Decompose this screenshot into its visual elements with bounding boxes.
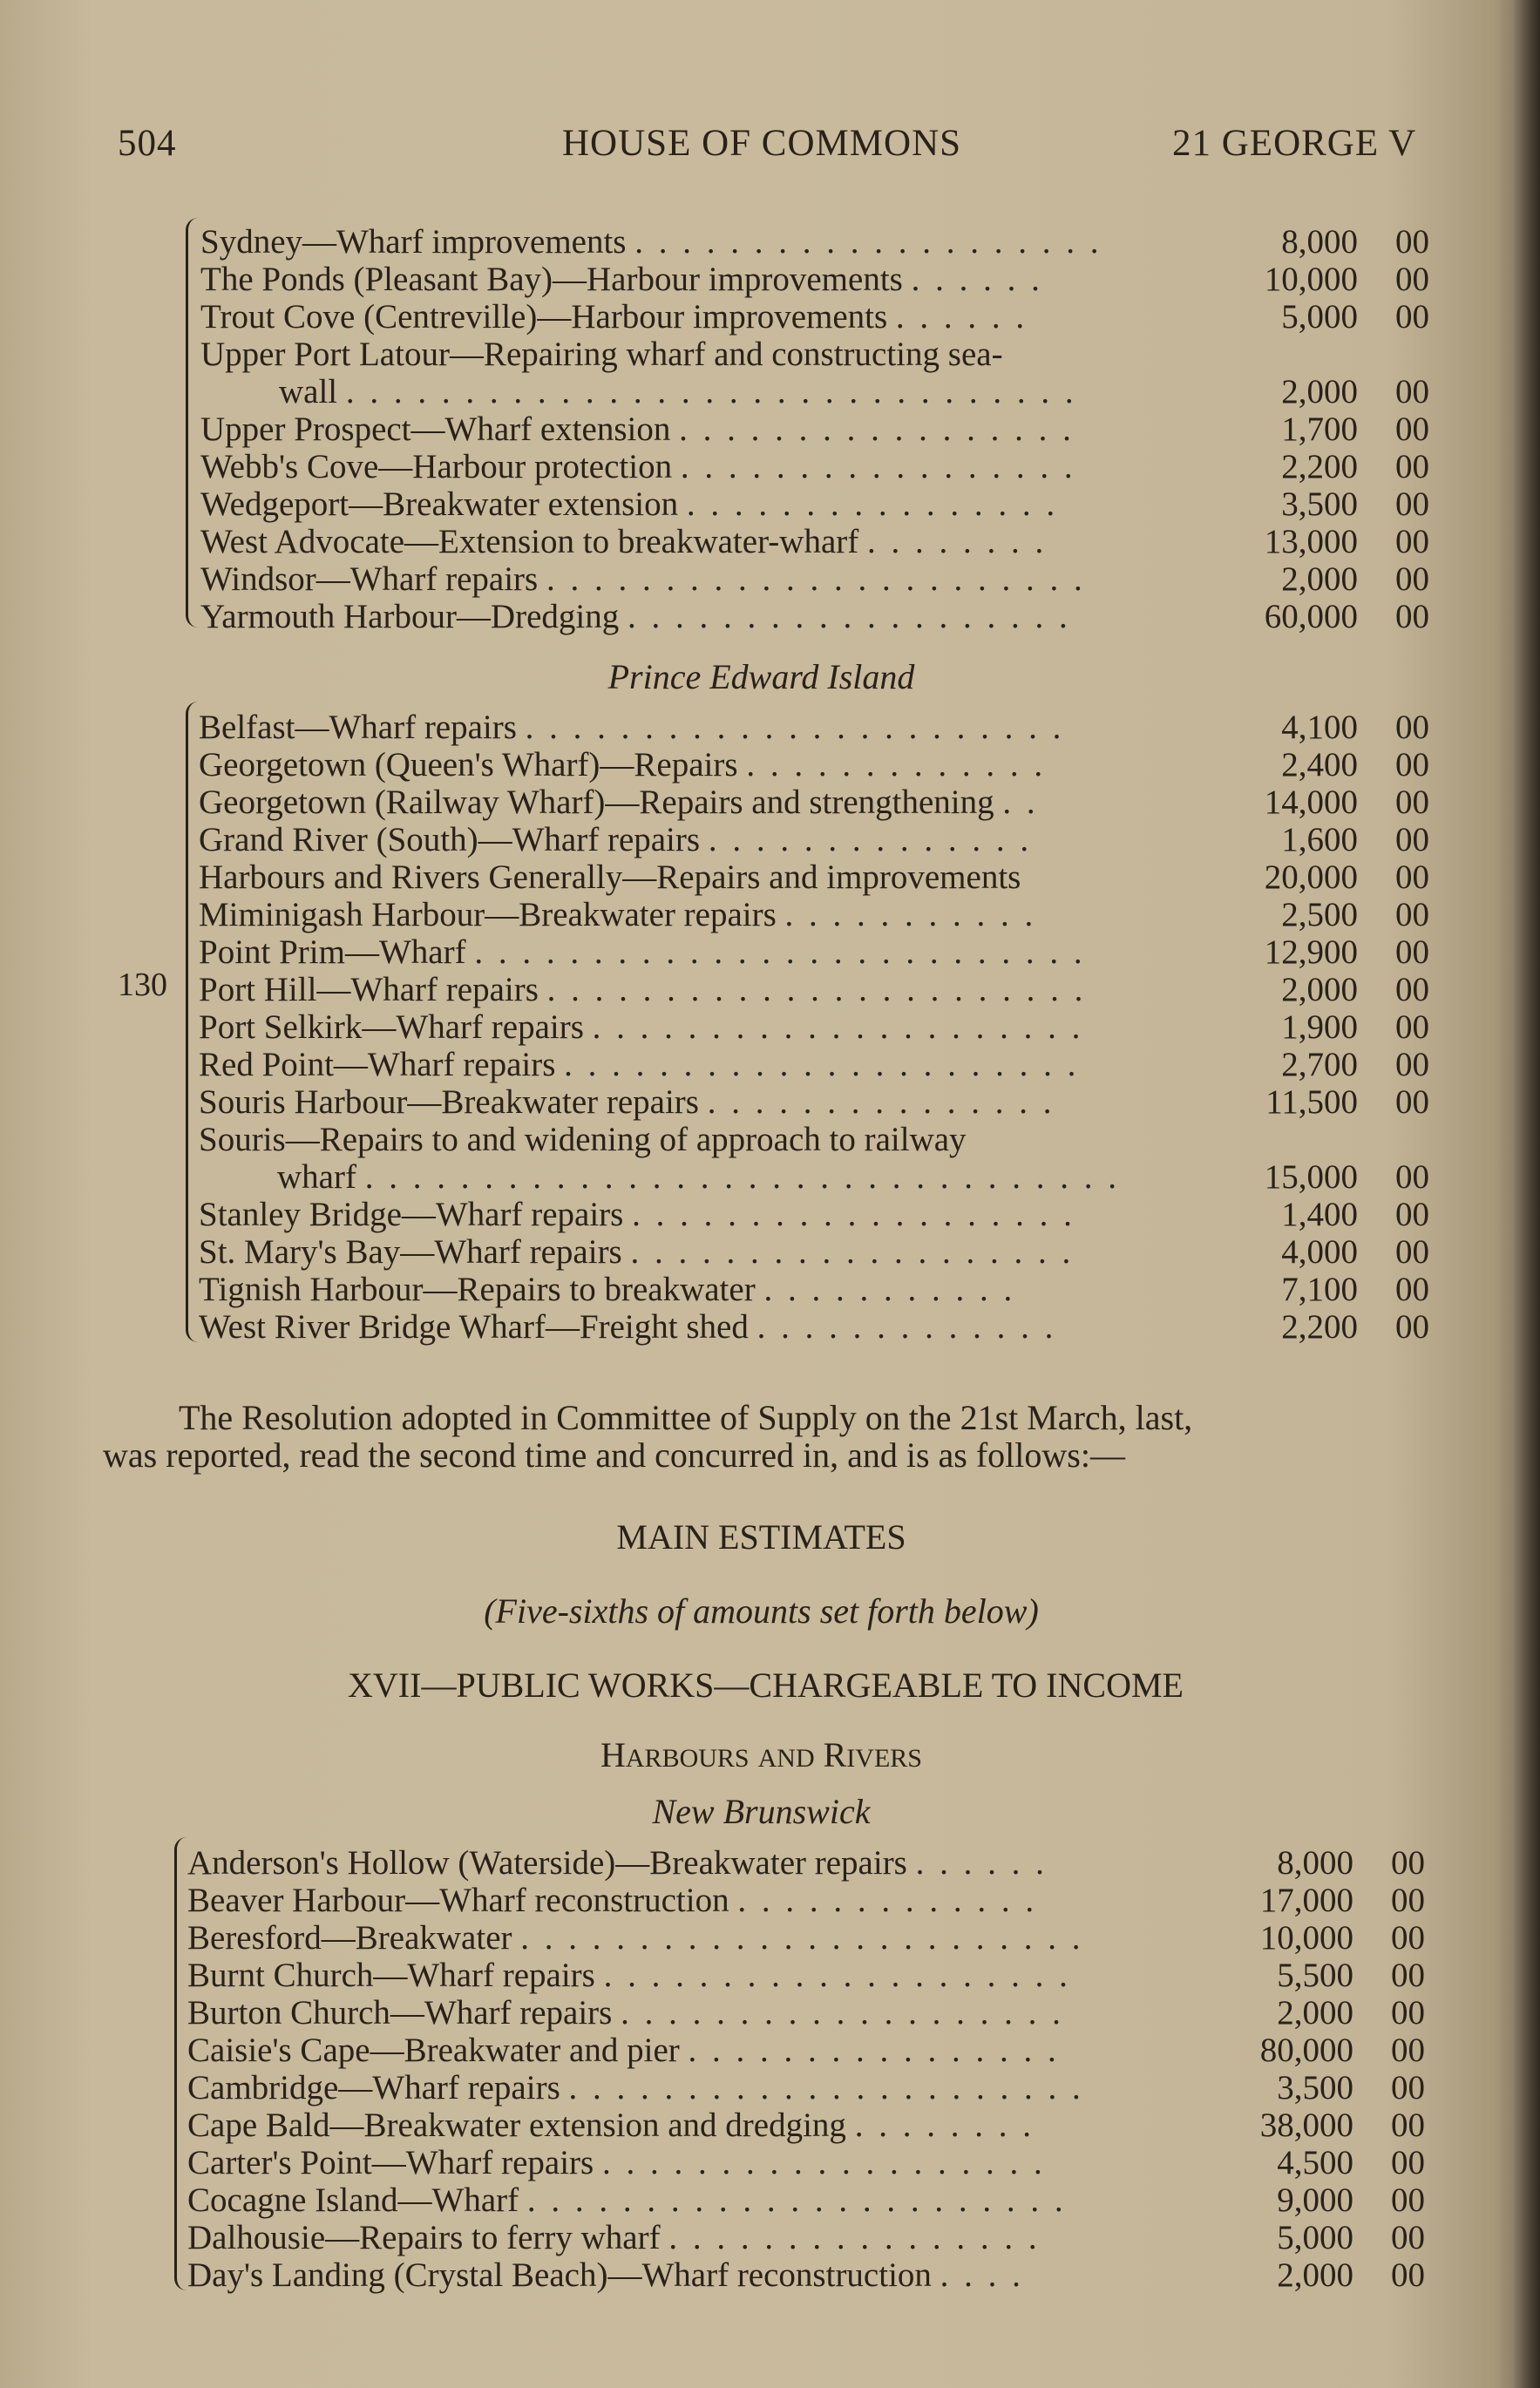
estimate-row <box>199 1120 1429 1157</box>
estimate-label: Georgetown (Queen's Wharf)—Repairs . . . . . . . . . . . . . <box>199 746 1047 784</box>
estimate-amount: 15,000 <box>1264 1158 1358 1196</box>
leader-dots: . . <box>1002 784 1039 821</box>
estimate-cents: 00 <box>1395 298 1429 336</box>
estimate-cents: 00 <box>1391 2144 1425 2181</box>
estimate-amount: 17,000 <box>1259 1882 1353 1919</box>
estimate-row <box>187 2106 1425 2143</box>
estimate-label: wall . . . . . . . . . . . . . . . . . . . . . . . . . . . . . . . <box>279 373 1077 410</box>
page-header-session: 21 GEORGE V <box>1172 123 1417 164</box>
leader-dots: . . . . . . . . . . . . . . . . . . . . . . . <box>546 971 1087 1008</box>
estimate-amount: 5,500 <box>1277 1957 1353 1994</box>
estimate-label: Souris—Repairs to and widening of approach to railway <box>199 1121 967 1158</box>
estimate-amount: 8,000 <box>1281 223 1358 261</box>
estimate-label: Wedgeport—Breakwater extension . . . . . . . . . . . . . . . . <box>200 485 1059 523</box>
estimate-label: Anderson's Hollow (Waterside)—Breakwater repairs . . . . . . <box>187 1844 1048 1882</box>
estimate-label: Cape Bald—Breakwater extension and dredging . . . . . . . . <box>187 2106 1035 2144</box>
estimate-cents: 00 <box>1395 485 1429 523</box>
page-header-title: HOUSE OF COMMONS <box>562 123 962 164</box>
estimate-amount: 4,100 <box>1281 709 1358 746</box>
estimate-row <box>199 1195 1429 1232</box>
leader-dots: . . . . . . . . . . . . . <box>756 1308 1057 1346</box>
estimate-label: West Advocate—Extension to breakwater-wharf . . . . . . . . <box>200 523 1048 560</box>
leader-dots: . . . . . . . . . . . <box>763 1271 1016 1308</box>
leader-dots: . . . . . . . . . . . . . . . . <box>688 2032 1060 2069</box>
page-number: 504 <box>118 123 177 164</box>
estimate-label: Port Selkirk—Wharf repairs . . . . . . . . . . . . . . . . . . . . . <box>199 1008 1084 1046</box>
estimate-label: Belfast—Wharf repairs . . . . . . . . . . . . . . . . . . . . . . . <box>199 709 1065 746</box>
estimate-row <box>187 2143 1425 2181</box>
estimate-label: Point Prim—Wharf . . . . . . . . . . . . . . . . . . . . . . . . . . <box>199 933 1086 971</box>
estimate-cents: 00 <box>1395 560 1429 598</box>
estimate-cents: 00 <box>1391 1882 1425 1919</box>
estimate-amount: 10,000 <box>1259 1919 1353 1957</box>
estimate-row <box>187 2068 1425 2106</box>
estimate-row <box>200 335 1429 372</box>
leader-dots: . . . . . . <box>895 298 1028 336</box>
estimate-cents: 00 <box>1395 523 1429 560</box>
estimate-cents: 00 <box>1395 261 1429 298</box>
estimate-amount: 2,200 <box>1281 448 1358 485</box>
estimate-row <box>199 1307 1429 1345</box>
leader-dots: . . . . . . . . . . . . . . . . . <box>680 448 1076 485</box>
estimate-cents: 00 <box>1395 1083 1429 1121</box>
estimate-label: Trout Cove (Centreville)—Harbour improvements . . . . . . <box>200 298 1028 336</box>
estimate-label: Port Hill—Wharf repairs . . . . . . . . . . . . . . . . . . . . . . . <box>199 971 1087 1008</box>
estimate-cents: 00 <box>1391 2219 1425 2256</box>
estimate-row <box>200 410 1429 447</box>
estimate-cents: 00 <box>1395 784 1429 821</box>
estimate-amount: 13,000 <box>1264 523 1358 560</box>
estimate-cents: 00 <box>1395 1233 1429 1271</box>
estimate-cents: 00 <box>1395 896 1429 933</box>
estimate-row <box>199 708 1429 745</box>
estimate-cents: 00 <box>1395 1271 1429 1308</box>
estimate-cents: 00 <box>1395 858 1429 896</box>
estimate-amount: 14,000 <box>1264 784 1358 821</box>
estimate-row <box>199 745 1429 783</box>
estimate-label: Souris Harbour—Breakwater repairs . . . . . . . . . . . . . . . <box>199 1083 1055 1121</box>
estimate-amount: 8,000 <box>1277 1844 1353 1882</box>
estimate-row <box>187 2218 1425 2256</box>
leader-dots: . . . . . . . . . . . . . . . . . . . . . . . . <box>520 1919 1084 1957</box>
estimate-row <box>200 597 1429 634</box>
estimate-amount: 2,000 <box>1281 373 1358 410</box>
estimate-label: Windsor—Wharf repairs . . . . . . . . . . . . . . . . . . . . . . . <box>200 560 1086 598</box>
list-bracket <box>186 218 199 628</box>
estimate-cents: 00 <box>1395 448 1429 485</box>
estimate-row <box>199 1157 1429 1195</box>
estimate-cents: 00 <box>1395 598 1429 635</box>
estimate-amount: 1,600 <box>1281 821 1358 858</box>
estimate-cents: 00 <box>1395 933 1429 971</box>
estimate-row <box>199 1045 1429 1082</box>
estimate-label: The Ponds (Pleasant Bay)—Harbour improvements . . . . . . <box>200 261 1043 298</box>
estimate-row <box>187 1843 1425 1881</box>
leader-dots: . . . . . . . . . . . . . . . . . . . . . . . . . . . . . . . <box>345 373 1077 410</box>
estimate-cents: 00 <box>1391 2032 1425 2069</box>
leader-dots: . . . . . . . . . . . . . . . . . . . . . <box>592 1008 1084 1046</box>
estimate-amount: 2,000 <box>1277 2256 1353 2294</box>
estimate-cents: 00 <box>1395 1308 1429 1346</box>
estimate-amount: 1,400 <box>1281 1196 1358 1233</box>
estimate-row <box>199 970 1429 1007</box>
margin-number: 130 <box>118 967 167 1003</box>
leader-dots: . . . . . . . . . . . . . . . . . . . <box>627 598 1071 635</box>
estimate-label: Caisie's Cape—Breakwater and pier . . . . . . . . . . . . . . . . <box>187 2032 1060 2069</box>
leader-dots: . . . . . . . . . . . . . . . . . . . . . . <box>568 2069 1084 2106</box>
estimate-row <box>200 372 1429 410</box>
estimate-amount: 2,000 <box>1277 1994 1353 2032</box>
estimate-cents: 00 <box>1391 1994 1425 2032</box>
estimate-row <box>200 485 1429 522</box>
estimate-label: Webb's Cove—Harbour protection . . . . . . . . . . . . . . . . . <box>200 448 1076 485</box>
estimate-row <box>200 297 1429 335</box>
book-spine-edge <box>1514 0 1540 2388</box>
estimate-cents: 00 <box>1395 1046 1429 1083</box>
estimate-label: Day's Landing (Crystal Beach)—Wharf reconstruction . . . . <box>187 2256 1024 2294</box>
estimate-amount: 4,000 <box>1281 1233 1358 1271</box>
estimate-label: Dalhousie—Repairs to ferry wharf . . . . . . . . . . . . . . . . <box>187 2219 1041 2256</box>
list-bracket <box>174 1837 187 2290</box>
estimate-amount: 9,000 <box>1277 2181 1353 2219</box>
estimate-amount: 10,000 <box>1264 261 1358 298</box>
estimate-cents: 00 <box>1395 223 1429 261</box>
estimate-cents: 00 <box>1395 410 1429 448</box>
estimate-cents: 00 <box>1395 1008 1429 1046</box>
estimate-row <box>199 858 1429 895</box>
estimate-label: Upper Prospect—Wharf extension . . . . . . . . . . . . . . . . . <box>200 410 1075 448</box>
estimate-amount: 80,000 <box>1259 2032 1353 2069</box>
leader-dots: . . . . . . . . . . . . . . . . . . . <box>601 2144 1046 2181</box>
estimate-amount: 5,000 <box>1277 2219 1353 2256</box>
estimate-row <box>187 1956 1425 1993</box>
estimate-label: Grand River (South)—Wharf repairs . . . . . . . . . . . . . . <box>199 821 1033 858</box>
estimate-cents: 00 <box>1395 821 1429 858</box>
estimate-row <box>199 933 1429 970</box>
estimate-label: Yarmouth Harbour—Dredging . . . . . . . . . . . . . . . . . . . <box>200 598 1071 635</box>
leader-dots: . . . . . . . . . . . . . . . . . . . . . . . <box>546 560 1086 598</box>
estimate-label: Burton Church—Wharf repairs . . . . . . . . . . . . . . . . . . . <box>187 1994 1064 2032</box>
estimate-label: Beaver Harbour—Wharf reconstruction . . . . . . . . . . . . . <box>187 1882 1038 1919</box>
estimate-cents: 00 <box>1395 746 1429 784</box>
estimate-label: Beresford—Breakwater . . . . . . . . . . . . . . . . . . . . . . . . <box>187 1919 1084 1957</box>
estimate-label: Harbours and Rivers Generally—Repairs and improvements <box>199 858 1021 896</box>
estimate-amount: 5,000 <box>1281 298 1358 336</box>
leader-dots: . . . . . . <box>911 261 1043 298</box>
leader-dots: . . . . . . . . . . . . . <box>737 1882 1038 1919</box>
estimate-cents: 00 <box>1395 971 1429 1008</box>
main-estimates-title: MAIN ESTIMATES <box>616 1517 906 1557</box>
estimate-row <box>199 1232 1429 1270</box>
estimate-label: Burnt Church—Wharf repairs . . . . . . . . . . . . . . . . . . . . <box>187 1957 1071 1994</box>
resolution-text-line-1: The Resolution adopted in Committee of Supply on the 21st March, last, <box>179 1398 1193 1437</box>
estimate-row <box>199 1007 1429 1045</box>
estimate-row <box>199 783 1429 820</box>
estimate-cents: 00 <box>1391 1957 1425 1994</box>
estimate-amount: 3,500 <box>1281 485 1358 523</box>
estimate-label: Miminigash Harbour—Breakwater repairs . . . . . . . . . . . <box>199 896 1037 933</box>
estimate-row <box>200 447 1429 485</box>
estimate-row <box>199 820 1429 858</box>
estimate-amount: 1,900 <box>1281 1008 1358 1046</box>
estimate-amount: 11,500 <box>1265 1083 1358 1121</box>
estimate-row <box>200 560 1429 597</box>
estimate-label: Georgetown (Railway Wharf)—Repairs and strengthening . . <box>199 784 1039 821</box>
province-heading-new-brunswick: New Brunswick <box>652 1792 871 1831</box>
leader-dots: . . . . . . . . . . . . . . <box>708 821 1033 858</box>
estimate-amount: 2,500 <box>1281 896 1358 933</box>
estimate-amount: 38,000 <box>1259 2106 1353 2144</box>
estimate-row <box>187 2181 1425 2218</box>
estimate-label: Carter's Point—Wharf repairs . . . . . . . . . . . . . . . . . . . <box>187 2144 1046 2181</box>
estimate-cents: 00 <box>1391 1844 1425 1882</box>
leader-dots: . . . . . . . . . . . . . . . . . . . . <box>603 1957 1071 1994</box>
estimate-amount: 2,000 <box>1281 971 1358 1008</box>
estimate-label: Sydney—Wharf improvements . . . . . . . . . . . . . . . . . . . . <box>200 223 1102 261</box>
main-estimates-subtitle: (Five-sixths of amounts set forth below) <box>484 1591 1039 1631</box>
estimate-cents: 00 <box>1391 2069 1425 2106</box>
list-bracket <box>186 702 199 1342</box>
resolution-text-line-2: was reported, read the second time and concurred in, and is as follows:— <box>103 1435 1125 1475</box>
estimate-row <box>199 1270 1429 1307</box>
leader-dots: . . . . . . . . <box>854 2106 1035 2144</box>
estimate-amount: 7,100 <box>1281 1271 1358 1308</box>
estimate-label: Stanley Bridge—Wharf repairs . . . . . . . . . . . . . . . . . . . <box>199 1196 1075 1233</box>
leader-dots: . . . . . . . . . . . <box>784 896 1037 933</box>
leader-dots: . . . . . . . . . . . . . . . . . . . . . . <box>564 1046 1080 1083</box>
estimate-cents: 00 <box>1391 2106 1425 2144</box>
estimate-cents: 00 <box>1395 709 1429 746</box>
estimate-label: Cambridge—Wharf repairs . . . . . . . . . . . . . . . . . . . . . . <box>187 2069 1084 2106</box>
estimate-amount: 2,700 <box>1281 1046 1358 1083</box>
estimate-row <box>187 2256 1425 2293</box>
estimate-row <box>200 222 1429 260</box>
leader-dots: . . . . . . . . . . . . . . . . . . . . <box>634 223 1102 261</box>
vote-title: XVII—PUBLIC WORKS—CHARGEABLE TO INCOME <box>348 1665 1184 1705</box>
estimate-row <box>187 1993 1425 2031</box>
estimate-amount: 2,200 <box>1281 1308 1358 1346</box>
leader-dots: . . . . . . . . . . . . . . . . . . . <box>632 1196 1075 1233</box>
estimate-cents: 00 <box>1395 1196 1429 1233</box>
estimate-label: Cocagne Island—Wharf . . . . . . . . . . . . . . . . . . . . . . . <box>187 2181 1067 2219</box>
estimate-label: Tignish Harbour—Repairs to breakwater . . . . . . . . . . . <box>199 1271 1016 1308</box>
leader-dots: . . . . . . . . . . . . . . . . . . . <box>621 1994 1064 2032</box>
category-heading: HARBOURS AND RIVERS <box>600 1735 922 1774</box>
estimate-row <box>200 522 1429 560</box>
estimate-row <box>187 1881 1425 1918</box>
leader-dots: . . . . . . . . . . . . . . . . . . . . . . . . . . . . . . . . <box>364 1158 1120 1196</box>
estimate-cents: 00 <box>1391 1919 1425 1957</box>
estimate-amount: 2,000 <box>1281 560 1358 598</box>
estimate-amount: 20,000 <box>1264 858 1358 896</box>
estimate-cents: 00 <box>1391 2256 1425 2294</box>
estimate-amount: 60,000 <box>1264 598 1358 635</box>
leader-dots: . . . . <box>940 2256 1024 2294</box>
estimate-cents: 00 <box>1395 373 1429 410</box>
leader-dots: . . . . . . . . . . . . . . . . <box>686 485 1059 523</box>
estimate-cents: 00 <box>1391 2181 1425 2219</box>
estimate-amount: 2,400 <box>1281 746 1358 784</box>
estimate-amount: 1,700 <box>1281 410 1358 448</box>
estimate-row <box>187 1918 1425 1956</box>
estimate-amount: 3,500 <box>1277 2069 1353 2106</box>
estimate-label: wharf . . . . . . . . . . . . . . . . . . . . . . . . . . . . . . . . <box>277 1158 1120 1196</box>
estimate-cents: 00 <box>1395 1158 1429 1196</box>
estimate-amount: 12,900 <box>1264 933 1358 971</box>
leader-dots: . . . . . . . . . . . . . . . . <box>668 2219 1041 2256</box>
estimate-row <box>200 260 1429 297</box>
leader-dots: . . . . . . <box>915 1844 1048 1882</box>
leader-dots: . . . . . . . . . . . . . . . . . . . <box>630 1233 1075 1271</box>
estimate-label: West River Bridge Wharf—Freight shed . . . . . . . . . . . . . <box>199 1308 1057 1346</box>
estimate-row <box>187 2031 1425 2068</box>
leader-dots: . . . . . . . . . . . . . . . . . . . . . . . . . . <box>474 933 1086 971</box>
leader-dots: . . . . . . . . . . . . . . . . . . . . . . . <box>525 709 1065 746</box>
leader-dots: . . . . . . . . . . . . . . . . . <box>679 410 1075 448</box>
estimate-label: St. Mary's Bay—Wharf repairs . . . . . . . . . . . . . . . . . . . <box>199 1233 1075 1271</box>
estimate-row <box>199 895 1429 933</box>
section-heading-pei: Prince Edward Island <box>607 657 915 696</box>
estimate-label: Upper Port Latour—Repairing wharf and constructing sea- <box>200 336 1003 373</box>
leader-dots: . . . . . . . . . . . . . . . <box>707 1083 1055 1121</box>
estimate-label: Red Point—Wharf repairs . . . . . . . . . . . . . . . . . . . . . . <box>199 1046 1080 1083</box>
estimate-amount: 4,500 <box>1277 2144 1353 2181</box>
estimate-row <box>199 1082 1429 1120</box>
leader-dots: . . . . . . . . . . . . . . . . . . . . . . . <box>526 2181 1067 2219</box>
leader-dots: . . . . . . . . <box>866 523 1048 560</box>
leader-dots: . . . . . . . . . . . . . <box>746 746 1047 784</box>
